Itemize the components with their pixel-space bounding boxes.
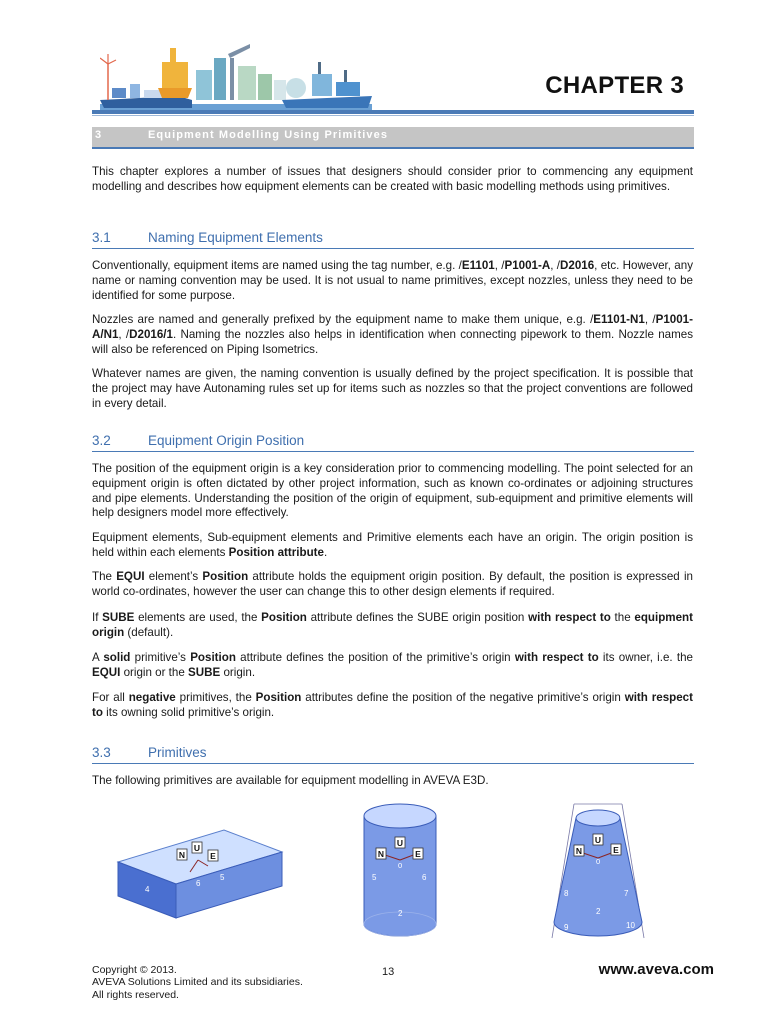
paragraph-primitives: The following primitives are available for equipment modelling in AVEVA E3D. (92, 774, 489, 787)
subsection-title: Equipment Origin Position (148, 433, 305, 448)
subsection-heading-3-2 (92, 431, 694, 452)
cone-primitive-figure (546, 798, 650, 944)
chapter-title: CHAPTER 3 (545, 72, 684, 99)
pin-label-2: 2 (398, 909, 403, 918)
company-line: AVEVA Solutions Limited and its subsidiaries. (92, 976, 303, 989)
subsection-number: 3.2 (92, 433, 111, 448)
intro-paragraph: This chapter explores a number of issues that designers should consider prior to commencing any equipment modelling and describes how equipment elements can be created with basic modelling methods using primitives. (92, 165, 693, 193)
face-label-5: 5 (220, 873, 225, 882)
subsection-title: Primitives (148, 745, 207, 760)
pin-label-6: 6 (422, 873, 427, 882)
section-title: Equipment Modelling Using Primitives (148, 129, 389, 141)
pin-label-0: 0 (398, 861, 403, 870)
header-rule-thin (92, 115, 694, 116)
pin-label-5: 5 (372, 873, 377, 882)
subsection-number: 3.3 (92, 745, 111, 760)
subsection-title: Naming Equipment Elements (148, 230, 323, 245)
axis-label-e: E (415, 849, 421, 859)
paragraph-naming-1: Conventionally, equipment items are named using the tag number, e.g. /E1101, /P1001-A, /D2016, etc. However, any name or naming convention may be used. It is not usual to name primitives, except nozzles, unless they need to be identified for some purpose. (92, 259, 693, 302)
pin-label-10: 10 (626, 921, 635, 930)
paragraph-origin-1: The position of the equipment origin is a key consideration prior to commencing modelling. The point selected for an equipment origin is often dictated by other project information, such as known co-ordinates or adjoining structures and pipe elements. Understanding the position of the origin of equipment, sub-equipment and primitive elements will help designers model more effectively. (92, 462, 693, 520)
paragraph-origin-6: For all negative primitives, the Position attributes define the position of the negative primitive’s origin with respect to its owning solid primitive’s origin. (92, 691, 693, 719)
paragraph-naming-2: Nozzles are named and generally prefixed by the equipment name to make them unique, e.g. /E1101-N1, /P1001-A/N1, /D2016/1. Naming the nozzles also helps in identification when connecting pipework to them. Nozzle names will also be referenced on Piping Isometrics. (92, 313, 693, 356)
pin-label-9: 9 (564, 923, 569, 932)
section-title-bar (92, 127, 694, 149)
axis-label-n: N (178, 850, 186, 860)
paragraph-origin-2: Equipment elements, Sub-equipment elements and Primitive elements each have an origin. The origin position is held within each elements Position attribute. (92, 531, 693, 559)
subsection-heading-3-1 (92, 228, 694, 249)
axis-label-n: N (575, 846, 583, 856)
subsection-heading-3-3 (92, 743, 694, 764)
pin-label-0: 0 (596, 857, 601, 866)
axis-label-u: U (193, 843, 201, 853)
axis-label-n: N (377, 849, 385, 859)
pin-label-2: 2 (596, 907, 601, 916)
footer-copyright (92, 964, 303, 1001)
axis-label-e: E (210, 851, 216, 861)
rights-line: All rights reserved. (92, 988, 179, 1001)
pin-label-7: 7 (624, 889, 629, 898)
website-link[interactable]: www.aveva.com (598, 961, 714, 978)
pin-label-8: 8 (564, 889, 569, 898)
axis-label-e: E (613, 845, 619, 855)
subsection-number: 3.1 (92, 230, 111, 245)
paragraph-origin-5: A solid primitive’s Position attribute defines the position of the primitive’s origin with respect to its owner, i.e. the EQUI origin or the SUBE origin. (92, 651, 693, 679)
paragraph-origin-4: If SUBE elements are used, the Position attribute defines the SUBE origin position with respect to the equipment origin (default). (92, 611, 693, 639)
axis-label-u: U (594, 835, 602, 845)
header-rule (92, 110, 694, 114)
face-label-6: 6 (196, 879, 201, 888)
paragraph-naming-3: Whatever names are given, the naming convention is usually defined by the project specification. It is possible that the project may have Autonaming rules set up for items such as nozzles so that the project conventions are followed in every detail. (92, 367, 693, 410)
industrial-banner-graphic (100, 44, 372, 114)
axis-label-u: U (396, 838, 404, 848)
cylinder-primitive-figure (360, 800, 440, 940)
section-number: 3 (95, 129, 103, 141)
page-number: 13 (382, 966, 395, 978)
copyright-line: Copyright © 2013. (92, 964, 177, 976)
face-label-4: 4 (145, 885, 150, 894)
paragraph-origin-3: The EQUI element’s Position attribute holds the equipment origin position. By default, the position is expressed in world co-ordinates, however the user can change this to other design elements if required. (92, 570, 693, 598)
box-primitive-figure (112, 826, 288, 922)
